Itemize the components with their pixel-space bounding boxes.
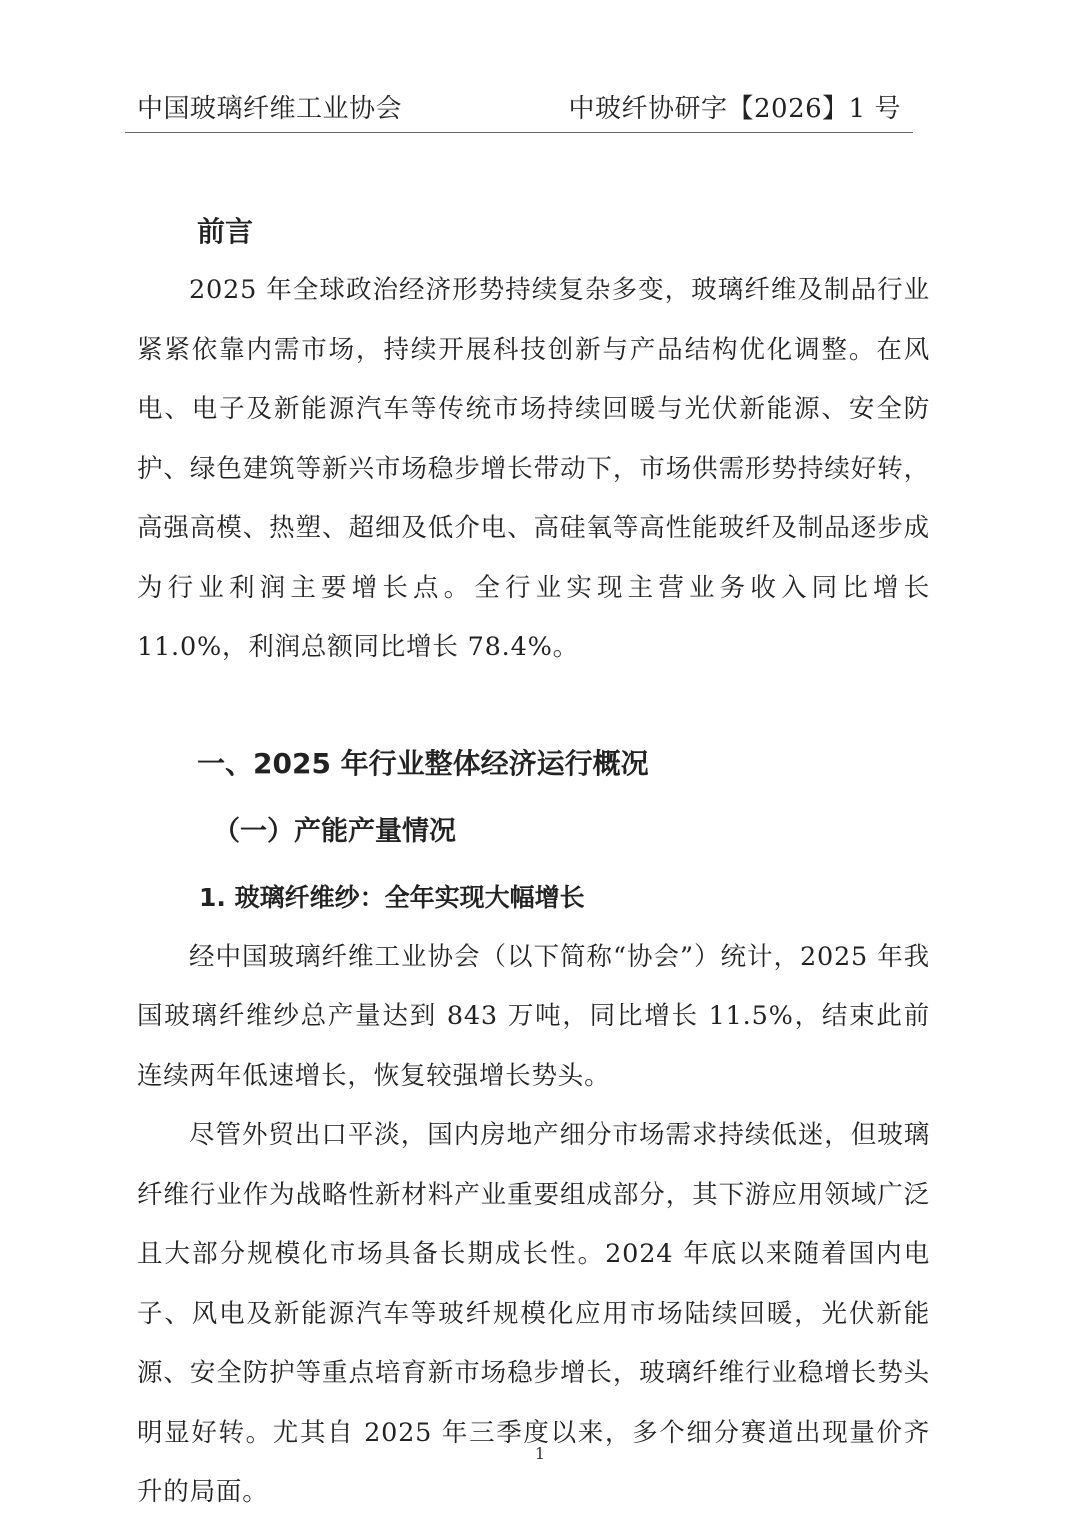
document-body xyxy=(137,203,930,1523)
body-paragraph: 经中国玻璃纤维工业协会（以下简称“协会”）统计，2025 年我国玻璃纤维纱总产量达到 843 万吨，同比增长 11.5%，结束此前连续两年低速增长，恢复较强增长势头。 xyxy=(137,941,930,1091)
section-heading: 一、2025 年行业整体经济运行概况 xyxy=(197,746,649,780)
document-number: 中玻纤协研字【2026】1 号 xyxy=(568,94,901,124)
subsection-heading: （一）产能产量情况 xyxy=(213,815,456,847)
document-header xyxy=(125,82,913,133)
body-paragraph: 尽管外贸出口平淡，国内房地产细分市场需求持续低迷，但玻璃纤维行业作为战略性新材料产业重要组成部分，其下游应用领域广泛且大部分规模化市场具备长期成长性。2024 年底以来随着国内电子、风电及新能源汽车等玻纤规模化应用市场陆续回暖，光伏新能源、安全防护等重点培育新市场稳步增长，玻璃纤维行业稳增长势头明显好转。尤其自 2025 年三季度以来，多个细分赛道出现量价齐升的局面。 xyxy=(137,1120,930,1507)
preface-heading: 前言 xyxy=(197,215,254,248)
item-heading: 1. 玻璃纤维纱：全年实现大幅增长 xyxy=(199,882,585,912)
preface-paragraph: 2025 年全球政治经济形势持续复杂多变，玻璃纤维及制品行业紧紧依靠内需市场，持续开展科技创新与产品结构优化调整。在风电、电子及新能源汽车等传统市场持续回暖与光伏新能源、安全防护、绿色建筑等新兴市场稳步增长带动下，市场供需形势持续好转，高强高模、热塑、超细及低介电、高硅氧等高性能玻纤及制品逐步成为行业利润主要增长点。全行业实现主营业务收入同比增长 11.0%，利润总额同比增长 78.4%。 xyxy=(137,275,930,662)
page-number: 1 xyxy=(534,1444,546,1463)
organization-name: 中国玻璃纤维工业协会 xyxy=(137,94,403,124)
